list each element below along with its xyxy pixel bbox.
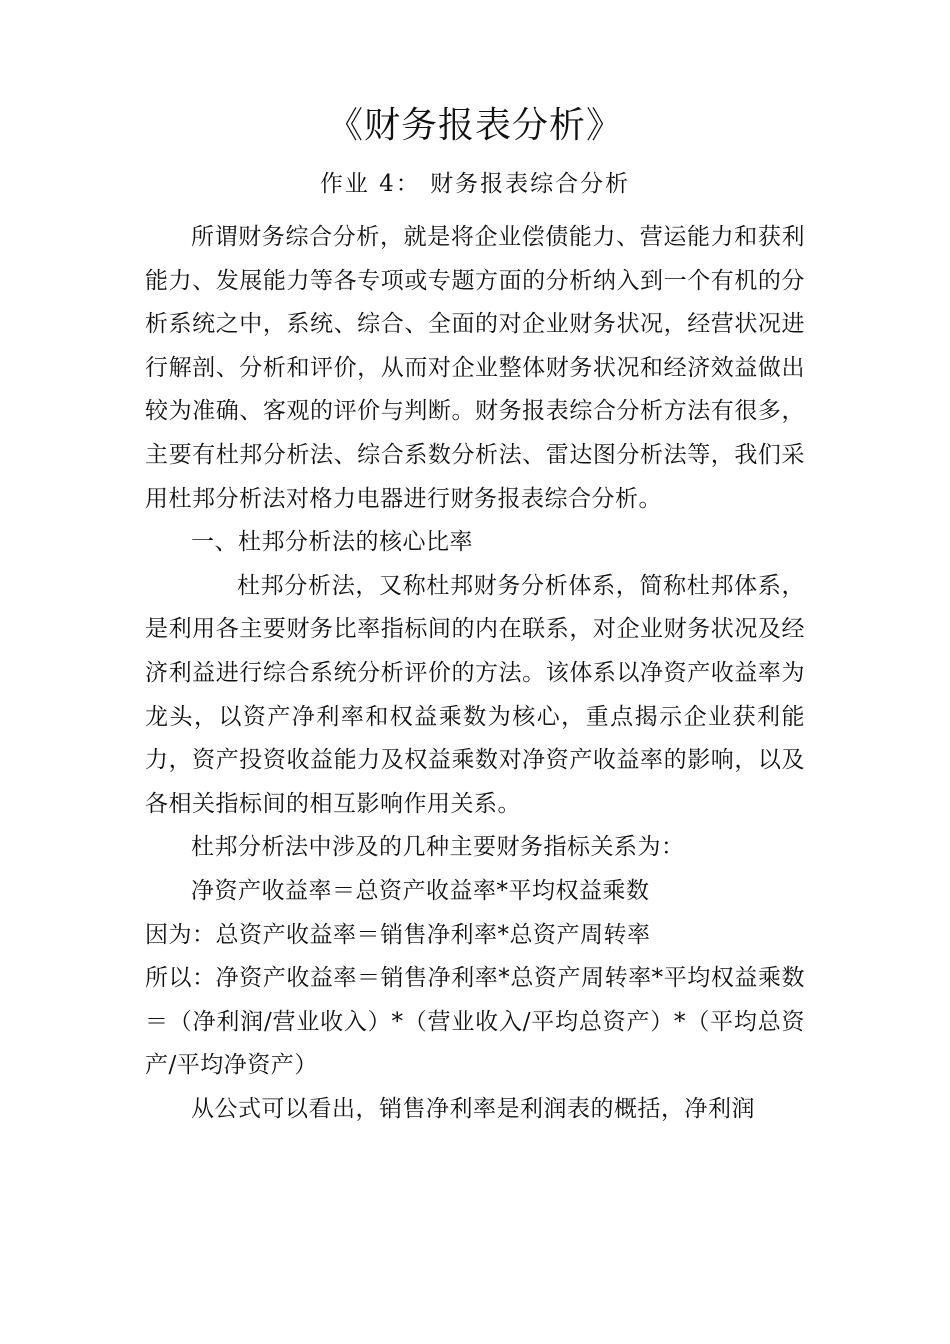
paragraph-dupont-definition: 杜邦分析法，又称杜邦财务分析体系，简称杜邦体系，是利用各主要财务比率指标间的内在联系，对企业财务状况及经济利益进行综合系统分析评价的方法。该体系以净资产收益率为龙头，以资产净利率和权益乘数为核心，重点揭示企业获利能力，资产投资收益能力及权益乘数对净资产收益率的影响，以及各相关指标间的相互影响作用关系。 (145, 572, 805, 817)
formula-roa: 因为：总资产收益率＝销售净利率*总资产周转率 (145, 921, 651, 948)
paragraph-indicator-intro: 杜邦分析法中涉及的几种主要财务指标关系为： (191, 834, 685, 861)
formula-roe: 净资产收益率＝总资产收益率*平均权益乘数 (191, 877, 650, 904)
document-title: 《财务报表分析》 (326, 105, 623, 146)
section-heading: 一、杜邦分析法的核心比率 (191, 529, 473, 556)
paragraph-intro: 所谓财务综合分析，就是将企业偿债能力、营运能力和获利能力、发展能力等各专项或专题方面的分析纳入到一个有机的分析系统之中，系统、综合、全面的对企业财务状况，经营状况进行解剖、分析和评价，从而对企业整体财务状况和经济效益做出较为准确、客观的评价与判断。财务报表综合分析方法有很多，主要有杜邦分析法、综合系数分析法、雷达图分析法等，我们采用杜邦分析法对格力电器进行财务报表综合分析。 (145, 224, 805, 512)
document-body (145, 216, 805, 1131)
document-subtitle: 作业 4： 财务报表综合分析 (319, 171, 631, 197)
paragraph-formula-explanation: 从公式可以看出，销售净利率是利润表的概括，净利润 (191, 1095, 755, 1122)
formula-roe-expanded: 所以：净资产收益率＝销售净利率*总资产周转率*平均权益乘数＝（净利润/营业收入）*（营业收入/平均总资产）*（平均总资产/平均净资产） (145, 965, 805, 1079)
